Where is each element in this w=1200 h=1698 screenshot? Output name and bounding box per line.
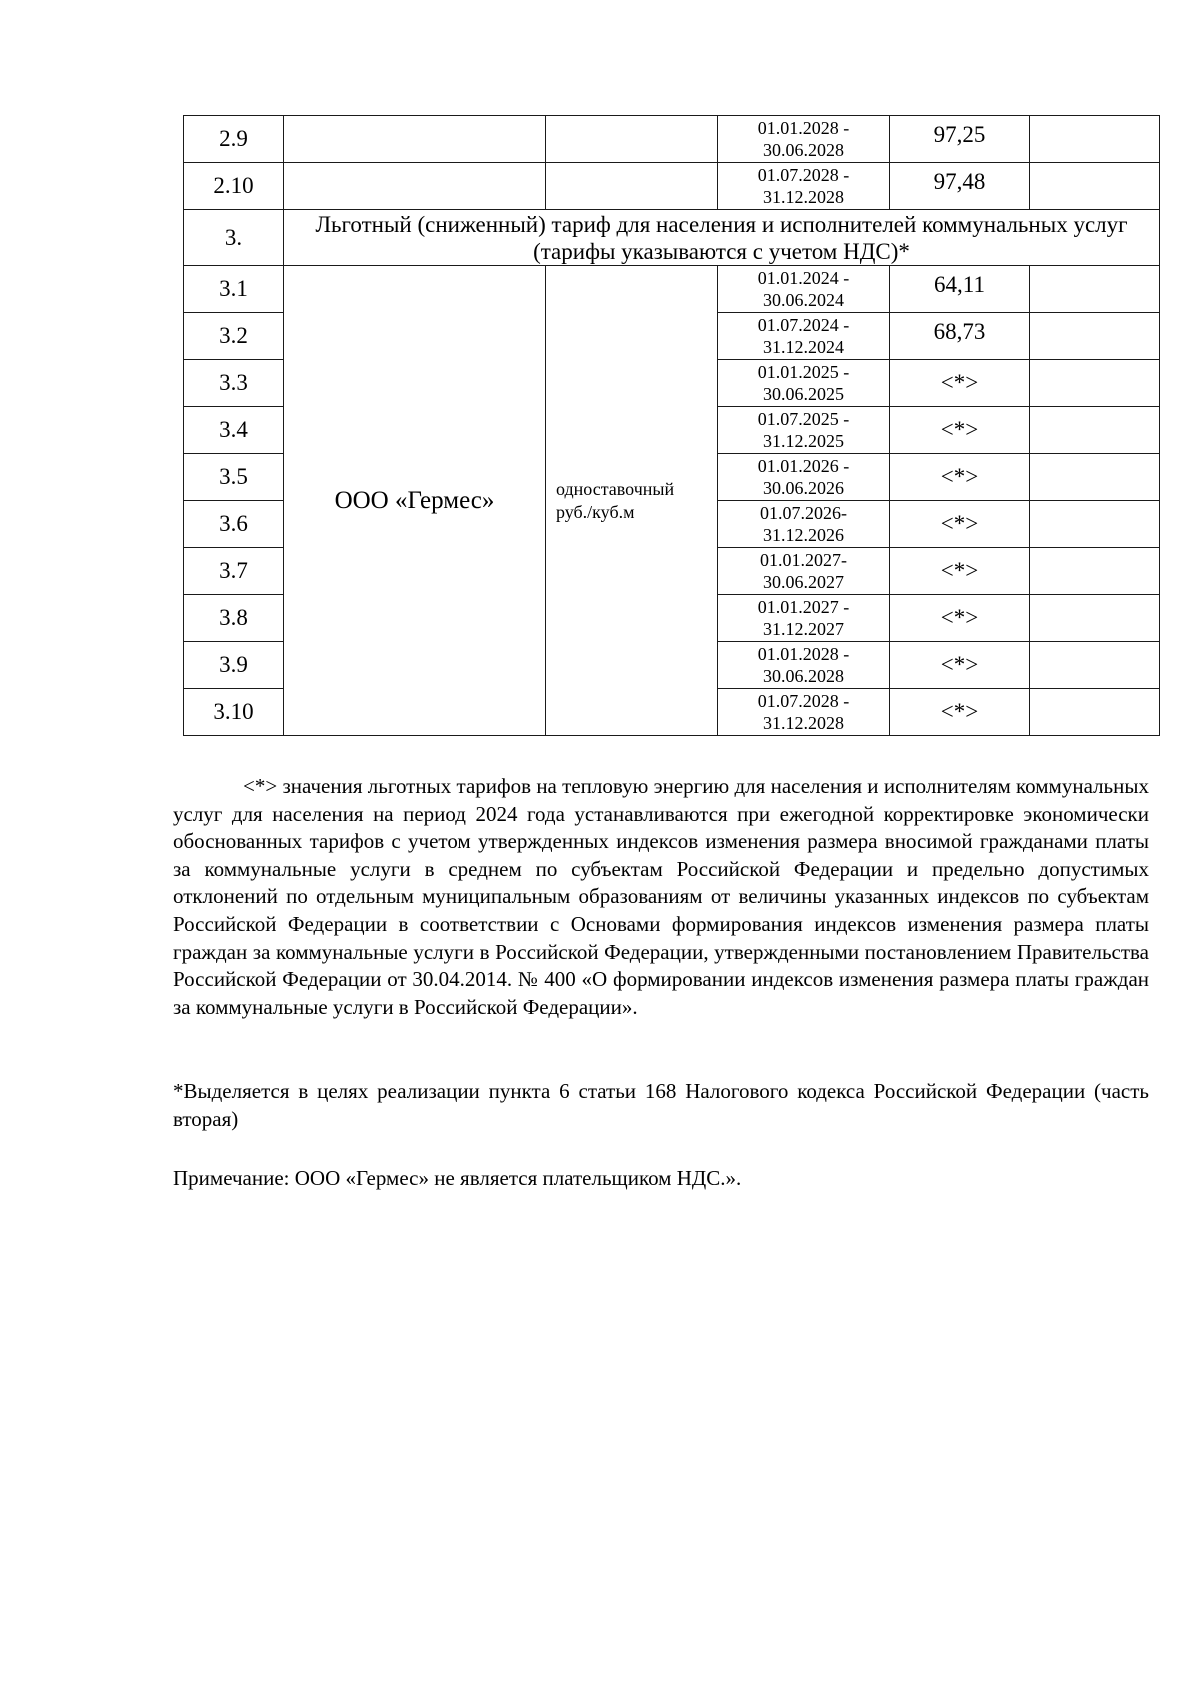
blank-cell <box>1030 548 1160 595</box>
period-cell <box>718 116 890 163</box>
org-name: ООО «Гермес» <box>284 266 546 736</box>
blank-cell <box>1030 595 1160 642</box>
table-row <box>184 266 1160 313</box>
period-cell <box>718 454 890 501</box>
blank-cell <box>1030 501 1160 548</box>
section-number: 3. <box>184 210 284 266</box>
tariff-unit: руб./куб.м <box>556 501 635 522</box>
blank-cell <box>1030 642 1160 689</box>
period-end: 31.12.2025 <box>763 431 844 451</box>
type-cell <box>546 163 718 210</box>
blank-cell <box>1030 407 1160 454</box>
blank-cell <box>1030 116 1160 163</box>
period-start: 01.01.2024 - <box>757 268 850 288</box>
row-number: 3.2 <box>184 313 284 360</box>
period-cell <box>718 548 890 595</box>
period-end: 30.06.2026 <box>763 478 844 498</box>
row-number: 3.6 <box>184 501 284 548</box>
period-start: 01.01.2026 - <box>757 456 850 476</box>
tariff-value: 97,48 <box>890 163 1030 210</box>
tariff-value: <*> <box>890 548 1030 595</box>
period-cell <box>718 407 890 454</box>
period-start: 01.07.2024 - <box>757 315 850 335</box>
row-number: 3.5 <box>184 454 284 501</box>
period-end: 30.06.2028 <box>763 666 844 686</box>
period-cell <box>718 360 890 407</box>
tariff-table <box>183 115 1160 736</box>
period-end: 31.12.2028 <box>763 187 844 207</box>
section-header: Льготный (сниженный) тариф для населения и исполнителей коммунальных услуг (тарифы указываются с учетом НДС)* <box>284 210 1160 266</box>
period-cell <box>718 266 890 313</box>
period-end: 31.12.2028 <box>763 713 844 733</box>
blank-cell <box>1030 360 1160 407</box>
period-cell <box>718 163 890 210</box>
period-start: 01.01.2028 - <box>757 118 850 138</box>
tariff-value: <*> <box>890 454 1030 501</box>
row-number: 3.8 <box>184 595 284 642</box>
org-cell <box>284 116 546 163</box>
period-end: 31.12.2024 <box>763 337 844 357</box>
tariff-value: <*> <box>890 689 1030 736</box>
period-end: 30.06.2028 <box>763 140 844 160</box>
tariff-value: <*> <box>890 642 1030 689</box>
table-row <box>184 116 1160 163</box>
tariff-value: 64,11 <box>890 266 1030 313</box>
asterisk-footnote: <*> значения льготных тарифов на тепловую энергию для населения и исполнителям коммунальных услуг для населения на период 2024 года устанавливаются при ежегодной корректировке экономически обоснованных тарифов с учетом утвержденных индексов изменения размера вносимой гражданами платы за коммунальные услуги в среднем по субъектам Российской Федерации и предельно допустимых отклонений по отдельным муниципальным образованиям от величины указанных индексов по субъектам Российской Федерации в соответствии с Основами формирования индексов изменения размера платы граждан за коммунальные услуги в Российской Федерации, утвержденными постановлением Правительства Российской Федерации от 30.04.2014. № 400 «О формировании индексов изменения размера платы граждан за коммунальные услуги в Российской Федерации». <box>173 774 1149 1019</box>
tariff-value: <*> <box>890 360 1030 407</box>
section-header-row <box>184 210 1160 266</box>
period-start: 01.01.2027 - <box>757 597 850 617</box>
row-number: 3.9 <box>184 642 284 689</box>
tariff-type-name: одноставочный <box>556 478 675 499</box>
blank-cell <box>1030 313 1160 360</box>
period-start: 01.01.2027- <box>760 550 847 570</box>
blank-cell <box>1030 454 1160 501</box>
period-end: 30.06.2027 <box>763 572 844 592</box>
tariff-value: <*> <box>890 407 1030 454</box>
period-end: 30.06.2025 <box>763 384 844 404</box>
row-number: 3.10 <box>184 689 284 736</box>
tariff-value: 97,25 <box>890 116 1030 163</box>
org-cell <box>284 163 546 210</box>
row-number: 3.3 <box>184 360 284 407</box>
blank-cell <box>1030 163 1160 210</box>
period-cell <box>718 501 890 548</box>
type-cell <box>546 116 718 163</box>
remark-note: Примечание: ООО «Гермес» не является плательщиком НДС.». <box>173 1166 742 1190</box>
period-start: 01.07.2025 - <box>757 409 850 429</box>
period-end: 31.12.2026 <box>763 525 844 545</box>
table-row <box>184 163 1160 210</box>
tariff-type <box>546 266 718 736</box>
period-cell <box>718 313 890 360</box>
period-start: 01.01.2028 - <box>757 644 850 664</box>
vat-footnote: *Выделяется в целях реализации пункта 6 статьи 168 Налогового кодекса Российской Федерации (часть вторая) <box>173 1079 1149 1131</box>
tariff-value: <*> <box>890 595 1030 642</box>
row-number: 3.1 <box>184 266 284 313</box>
period-cell <box>718 642 890 689</box>
blank-cell <box>1030 266 1160 313</box>
period-cell <box>718 689 890 736</box>
period-end: 30.06.2024 <box>763 290 844 310</box>
tariff-value: 68,73 <box>890 313 1030 360</box>
period-end: 31.12.2027 <box>763 619 844 639</box>
period-start: 01.01.2025 - <box>757 362 850 382</box>
row-number: 2.9 <box>184 116 284 163</box>
blank-cell <box>1030 689 1160 736</box>
period-start: 01.07.2026- <box>760 503 847 523</box>
row-number: 3.7 <box>184 548 284 595</box>
period-cell <box>718 595 890 642</box>
row-number: 2.10 <box>184 163 284 210</box>
period-start: 01.07.2028 - <box>757 691 850 711</box>
period-start: 01.07.2028 - <box>757 165 850 185</box>
tariff-value: <*> <box>890 501 1030 548</box>
row-number: 3.4 <box>184 407 284 454</box>
